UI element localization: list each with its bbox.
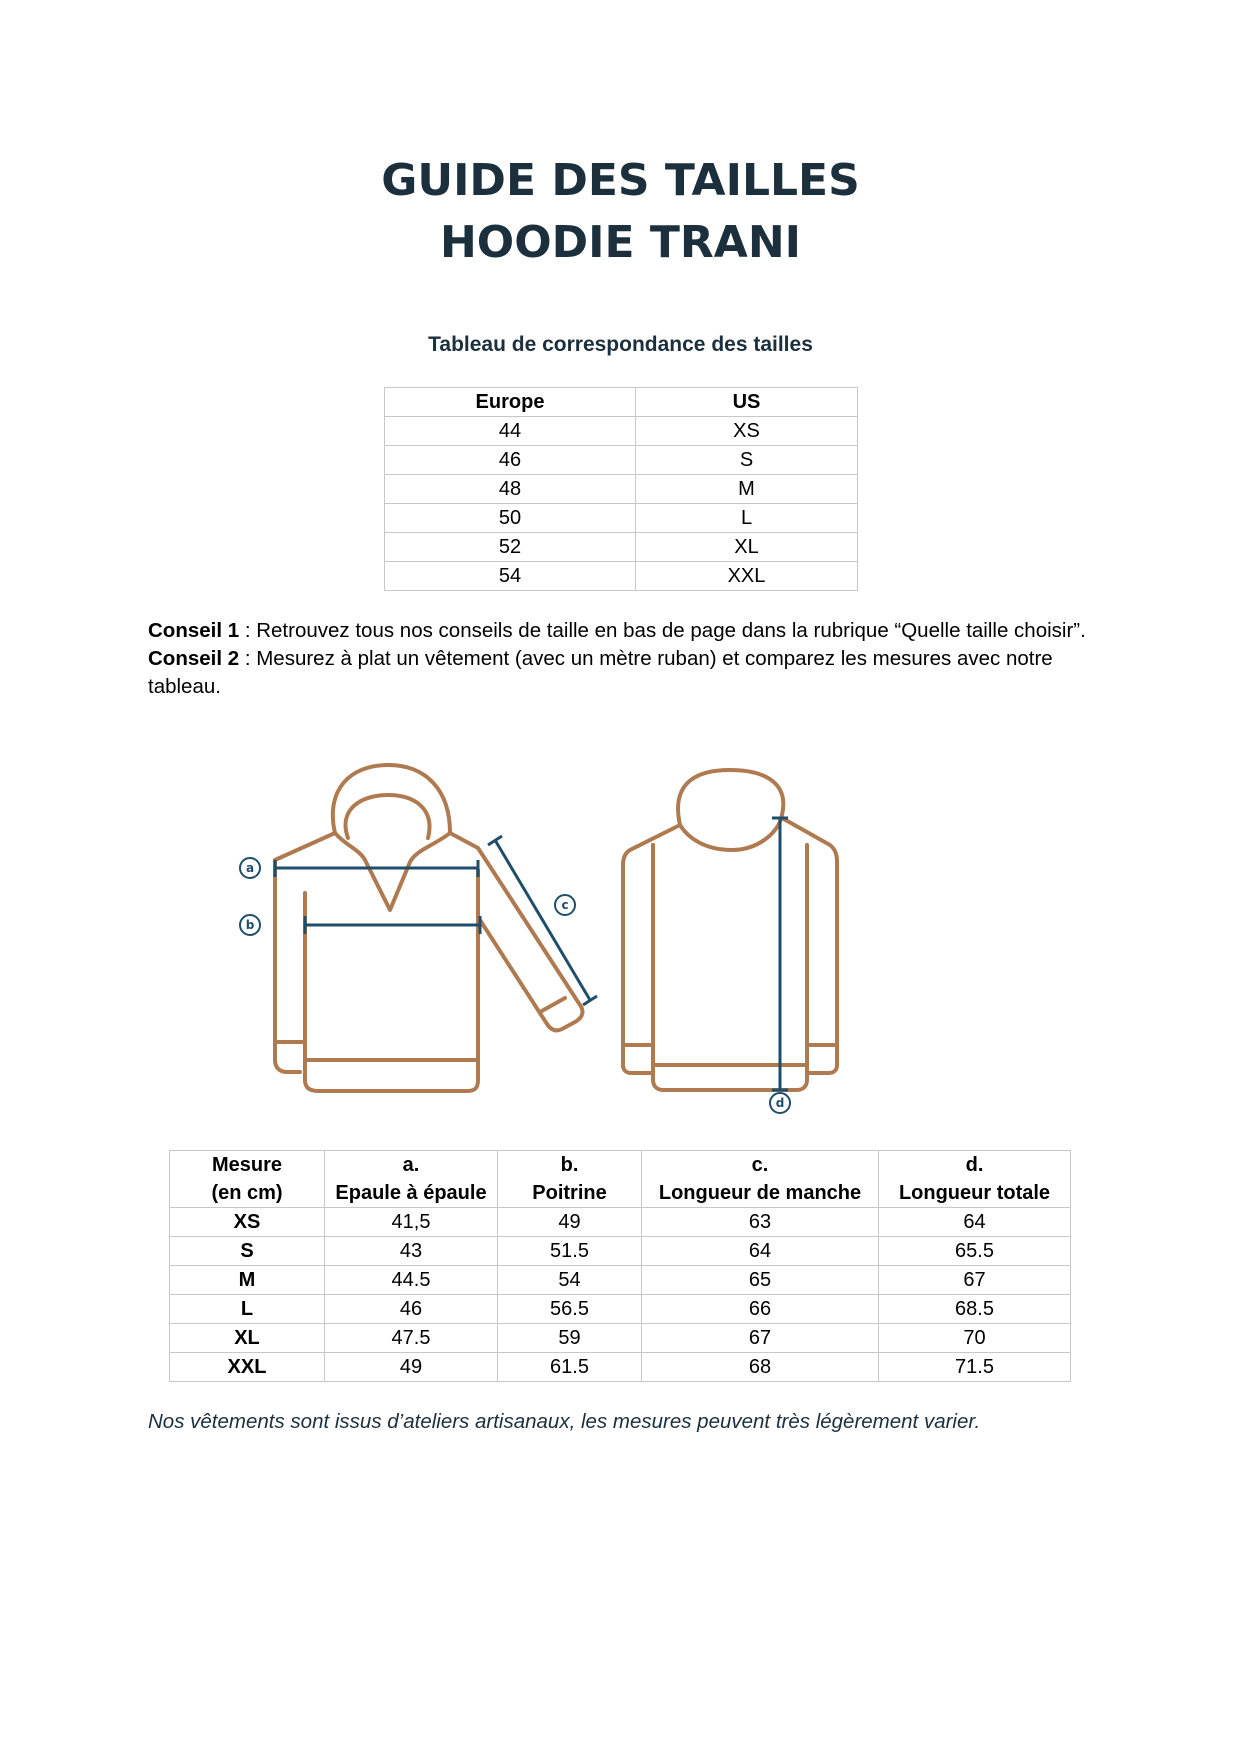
table-row	[385, 504, 858, 533]
marker-d-label: d	[775, 1096, 785, 1110]
size-correspondence-table	[384, 387, 858, 591]
header-us: US	[636, 388, 858, 417]
back-right-side	[782, 818, 837, 1073]
size-tips	[148, 617, 1098, 701]
header-europe: Europe	[385, 388, 636, 417]
cell-us: XS	[636, 417, 858, 446]
front-hood-inner	[346, 795, 430, 838]
cell-europe: 50	[385, 504, 636, 533]
table-header-row	[385, 388, 858, 417]
hoodie-front-drawing	[275, 765, 582, 1091]
hoodie-back-drawing	[623, 770, 837, 1090]
cell-us: XXL	[636, 562, 858, 591]
header-b: b. Poitrine	[498, 1151, 642, 1208]
marker-b-label: b	[245, 918, 255, 932]
measurements-table	[169, 1150, 1071, 1382]
measure-c-line	[495, 840, 590, 1000]
front-measure-lines	[275, 836, 597, 1005]
table-row: XL 47.5 59 67 70	[170, 1324, 1071, 1353]
cell-europe: 48	[385, 475, 636, 504]
table-row: S 43 51.5 64 65.5	[170, 1237, 1071, 1266]
table-row	[385, 475, 858, 504]
page-title	[0, 150, 1241, 274]
table-row	[385, 417, 858, 446]
back-hood	[678, 770, 783, 850]
header-d: d. Longueur totale	[879, 1151, 1071, 1208]
header-c: c. Longueur de manche	[642, 1151, 879, 1208]
tip-2-text: : Mesurez à plat un vêtement (avec un mètre ruban) et comparez les mesures avec notre tableau.	[148, 647, 1053, 698]
cell-europe: 44	[385, 417, 636, 446]
back-measure-lines	[772, 818, 788, 1090]
marker-c-label: c	[561, 898, 569, 912]
front-hood-outline	[333, 765, 450, 833]
table-row	[385, 446, 858, 475]
tip-2	[148, 645, 1098, 701]
tip-1-text: : Retrouvez tous nos conseils de taille en bas de page dans la rubrique “Quelle taille choisir”.	[239, 619, 1086, 642]
table-row: M 44.5 54 65 67	[170, 1266, 1071, 1295]
front-neckline	[335, 833, 450, 910]
cell-us: M	[636, 475, 858, 504]
correspondence-heading: Tableau de correspondance des tailles	[428, 333, 813, 356]
back-body	[653, 845, 807, 1090]
hoodie-back-view	[623, 770, 837, 1113]
hoodie-measurement-diagram	[230, 750, 950, 1110]
title-line-2: HOODIE TRANI	[439, 217, 802, 268]
cell-us: S	[636, 446, 858, 475]
cell-europe: 46	[385, 446, 636, 475]
header-a: a. Epaule à épaule	[325, 1151, 498, 1208]
cell-us: L	[636, 504, 858, 533]
table-row: XS 41,5 49 63 64	[170, 1208, 1071, 1237]
cell-europe: 54	[385, 562, 636, 591]
table-row: L 46 56.5 66 68.5	[170, 1295, 1071, 1324]
tip-1	[148, 617, 1098, 645]
artisan-note: Nos vêtements sont issus d’ateliers artisanaux, les mesures peuvent très légèrement varier.	[148, 1410, 981, 1433]
tip-2-label: Conseil 2	[148, 647, 240, 670]
table-row: XXL 49 61.5 68 71.5	[170, 1353, 1071, 1382]
table-row	[385, 533, 858, 562]
marker-a-label: a	[245, 861, 255, 875]
tip-1-label: Conseil 1	[148, 619, 240, 642]
cell-europe: 52	[385, 533, 636, 562]
title-line-1: GUIDE DES TAILLES	[381, 155, 860, 206]
cell-us: XL	[636, 533, 858, 562]
header-measure: Mesure (en cm)	[170, 1151, 325, 1208]
front-right-cuff	[540, 998, 565, 1012]
table-row	[385, 562, 858, 591]
table-header-row	[170, 1151, 1071, 1208]
